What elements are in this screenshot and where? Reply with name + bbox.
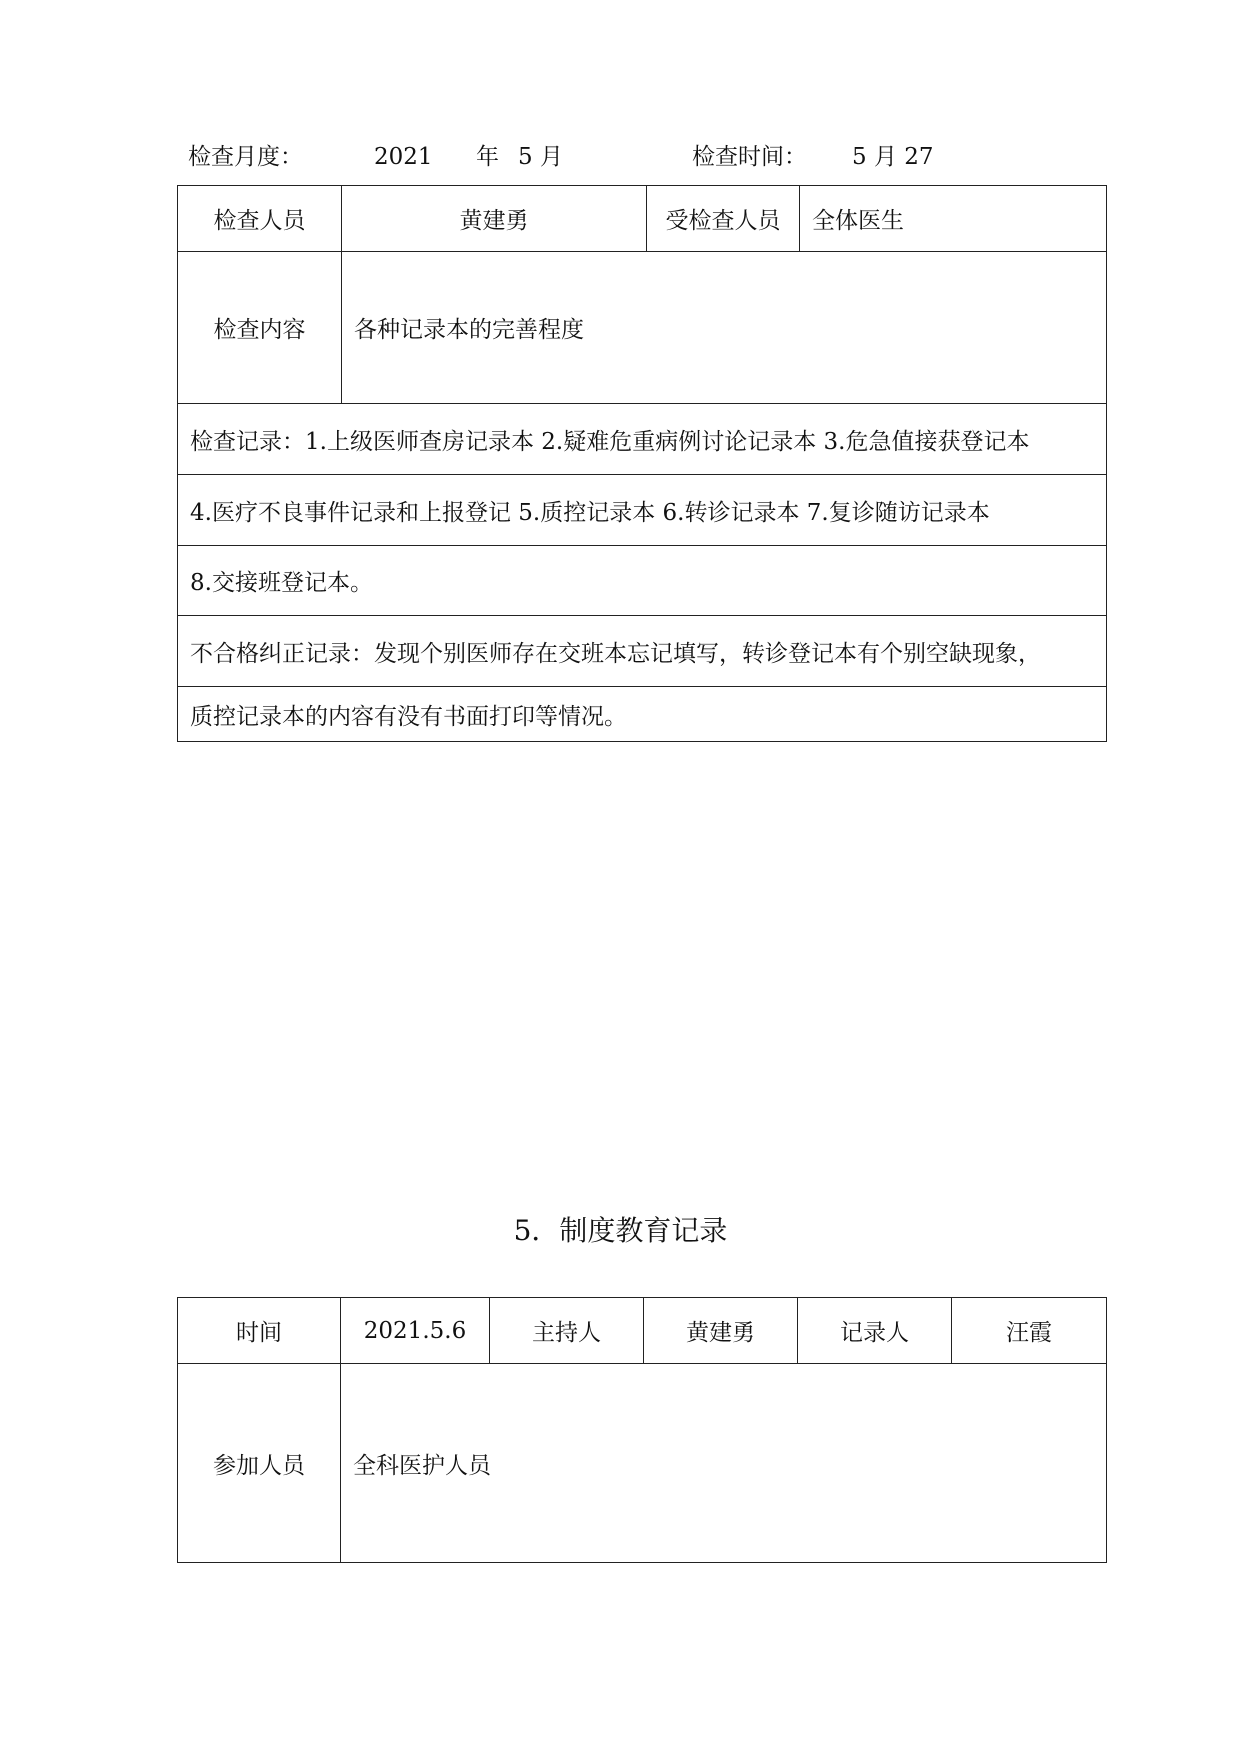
edu-time-value: 2021.5.6 — [341, 1298, 490, 1364]
edu-attendees-value: 全科医护人员 — [341, 1364, 1107, 1563]
edu-recorder-value: 汪霞 — [952, 1298, 1107, 1364]
correction-line: 不合格纠正记录：发现个别医师存在交班本忘记填写，转诊登记本有个别空缺现象， — [178, 616, 1107, 687]
education-table — [177, 1297, 1107, 1563]
edu-attendees-label: 参加人员 — [178, 1364, 341, 1563]
edu-host-label: 主持人 — [490, 1298, 644, 1364]
record-line: 4.医疗不良事件记录和上报登记 5.质控记录本 6.转诊记录本 7.复诊随访记录本 — [178, 475, 1107, 546]
inspection-year-unit: 年 — [476, 144, 499, 170]
inspector-value: 黄建勇 — [342, 186, 647, 252]
section-title: 5．制度教育记录 — [513, 1214, 728, 1247]
inspection-time-value: 5 月 27 — [852, 144, 934, 170]
edu-time-label: 时间 — [178, 1298, 341, 1364]
edu-host-value: 黄建勇 — [644, 1298, 798, 1364]
inspected-value: 全体医生 — [800, 186, 1107, 252]
inspector-label: 检查人员 — [178, 186, 342, 252]
correction-line: 质控记录本的内容有没有书面打印等情况。 — [178, 687, 1107, 742]
content-label: 检查内容 — [178, 252, 342, 404]
inspection-month-label: 检查月度： — [188, 144, 303, 170]
content-value: 各种记录本的完善程度 — [342, 252, 1107, 404]
edu-recorder-label: 记录人 — [798, 1298, 952, 1364]
inspection-time-label: 检查时间： — [692, 144, 807, 170]
inspection-month-value: 5 月 — [518, 144, 563, 170]
record-line: 检查记录：1.上级医师查房记录本 2.疑难危重病例讨论记录本 3.危急值接获登记本 — [178, 404, 1107, 475]
record-line: 8.交接班登记本。 — [178, 546, 1107, 616]
inspection-year-value: 2021 — [374, 144, 433, 170]
inspected-label: 受检查人员 — [647, 186, 800, 252]
inspection-table — [177, 185, 1107, 742]
